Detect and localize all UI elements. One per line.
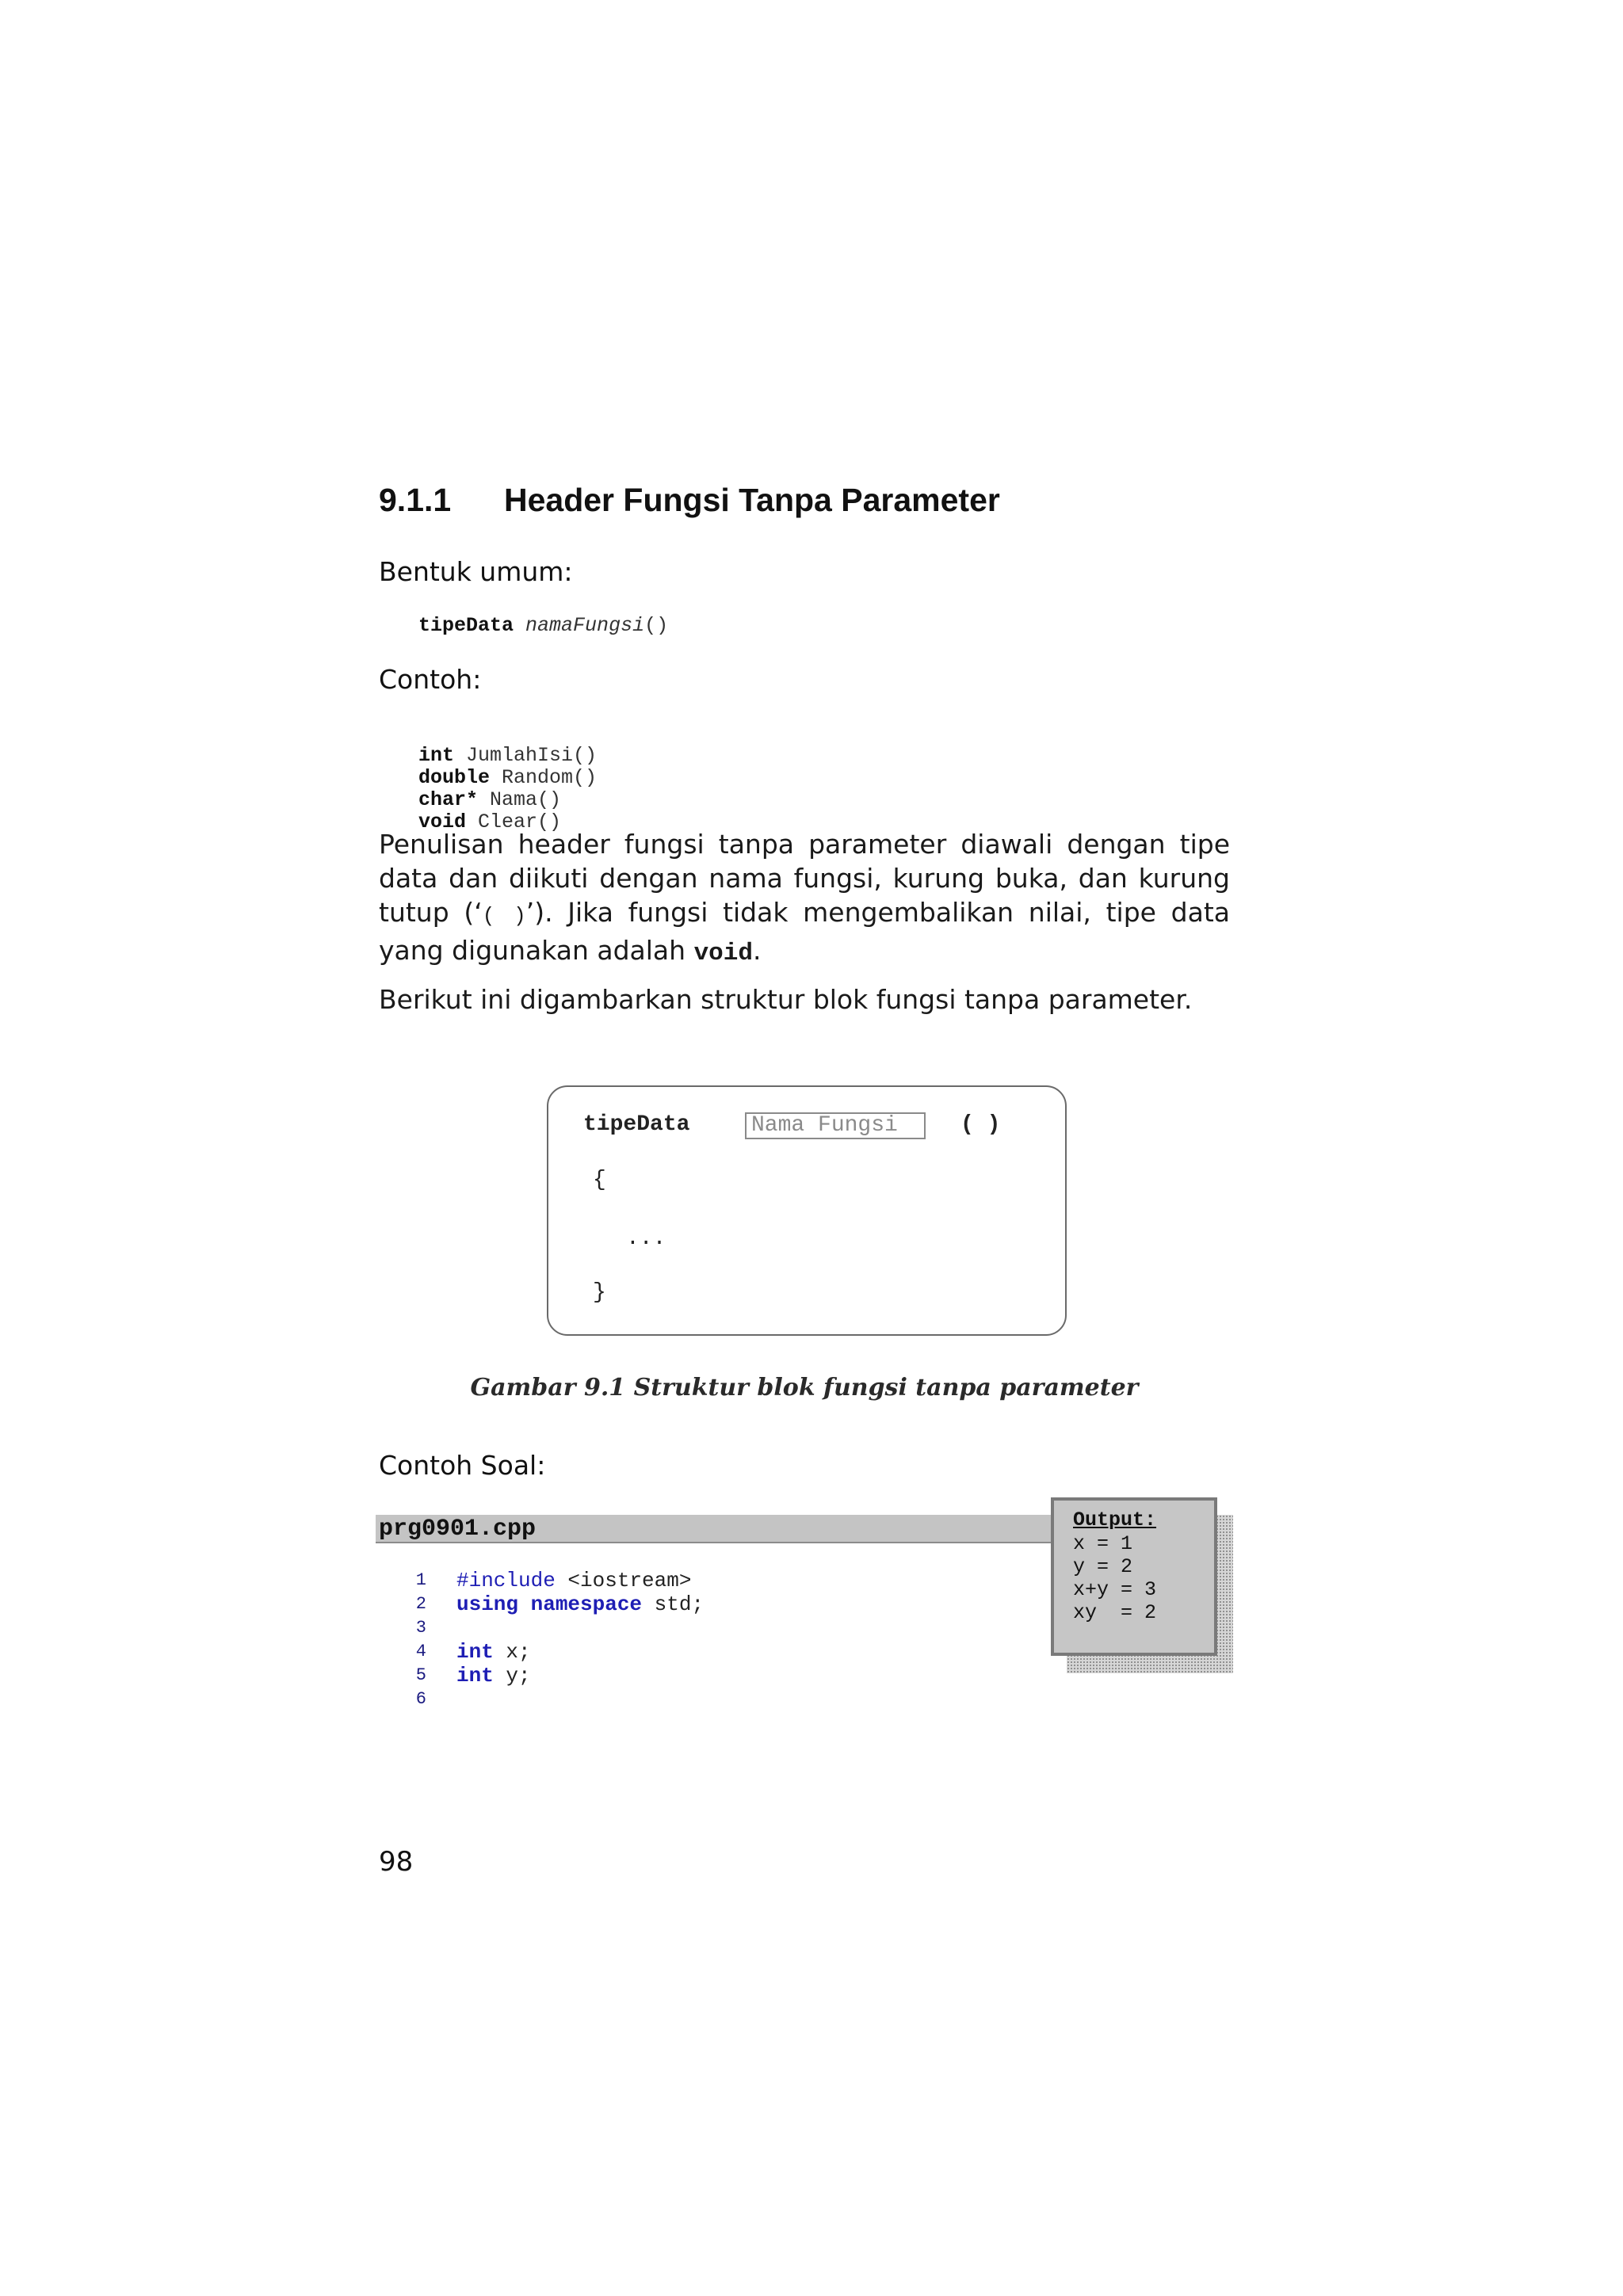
- general-form-parens: (): [644, 614, 669, 637]
- examples-label: Contoh:: [379, 664, 482, 695]
- inline-code-void: void: [693, 940, 753, 967]
- diagram-open-brace: {: [593, 1168, 606, 1192]
- inline-code-parens: ( ): [482, 904, 526, 928]
- general-form-label: Bentuk umum:: [379, 556, 573, 587]
- line-number: 2: [415, 1594, 426, 1614]
- code-line: int x;: [456, 1640, 531, 1664]
- diagram-ellipsis: ...: [626, 1226, 666, 1251]
- example-line: double Random(): [418, 766, 598, 789]
- line-number: 6: [415, 1689, 426, 1709]
- body-paragraph-2: Berikut ini digambarkan struktur blok fungsi tanpa parameter.: [379, 984, 1193, 1015]
- general-form-type: tipeData: [418, 614, 514, 637]
- diagram-close-brace: }: [593, 1280, 606, 1305]
- general-form-name: namaFungsi: [525, 614, 645, 637]
- example-problem-label: Contoh Soal:: [379, 1450, 546, 1481]
- code-line: #include <iostream>: [456, 1569, 692, 1592]
- diagram-type-label: tipeData: [583, 1112, 690, 1137]
- diagram-name-box: Nama Fungsi: [745, 1112, 926, 1139]
- example-line: char* Nama(): [418, 788, 562, 811]
- code-line: using namespace std;: [456, 1592, 705, 1616]
- section-number: 9.1.1: [379, 482, 452, 518]
- output-line: x = 1: [1073, 1532, 1133, 1555]
- output-line: xy = 2: [1073, 1601, 1157, 1624]
- output-line: y = 2: [1073, 1555, 1133, 1578]
- line-number: 5: [415, 1665, 426, 1685]
- output-line: x+y = 3: [1073, 1578, 1157, 1601]
- output-title: Output:: [1073, 1508, 1157, 1531]
- diagram-parens: ( ): [960, 1112, 1001, 1137]
- filename: prg0901.cpp: [379, 1516, 537, 1543]
- line-number: 3: [415, 1618, 426, 1638]
- figure-caption: Gambar 9.1 Struktur blok fungsi tanpa parameter: [470, 1374, 1139, 1402]
- output-lines: [1073, 1532, 1156, 1624]
- line-number: 4: [415, 1642, 426, 1661]
- code-line: int y;: [456, 1664, 531, 1688]
- section-title: Header Fungsi Tanpa Parameter: [504, 482, 1000, 518]
- general-form-code: [418, 615, 668, 637]
- section-heading: [379, 482, 1000, 519]
- page-number: 98: [379, 1846, 414, 1878]
- line-number: 1: [415, 1570, 426, 1590]
- example-line: void Clear(): [418, 810, 562, 833]
- example-line: int JumlahIsi(): [418, 744, 598, 767]
- body-paragraph: Penulisan header fungsi tanpa parameter diawali dengan tipe data dan diikuti dengan nama fungsi, kurung buka, dan kurung tutup (‘( )’). Jika fungsi tidak mengembalikan nilai, tipe data yang digunakan adalah void.: [379, 829, 1230, 967]
